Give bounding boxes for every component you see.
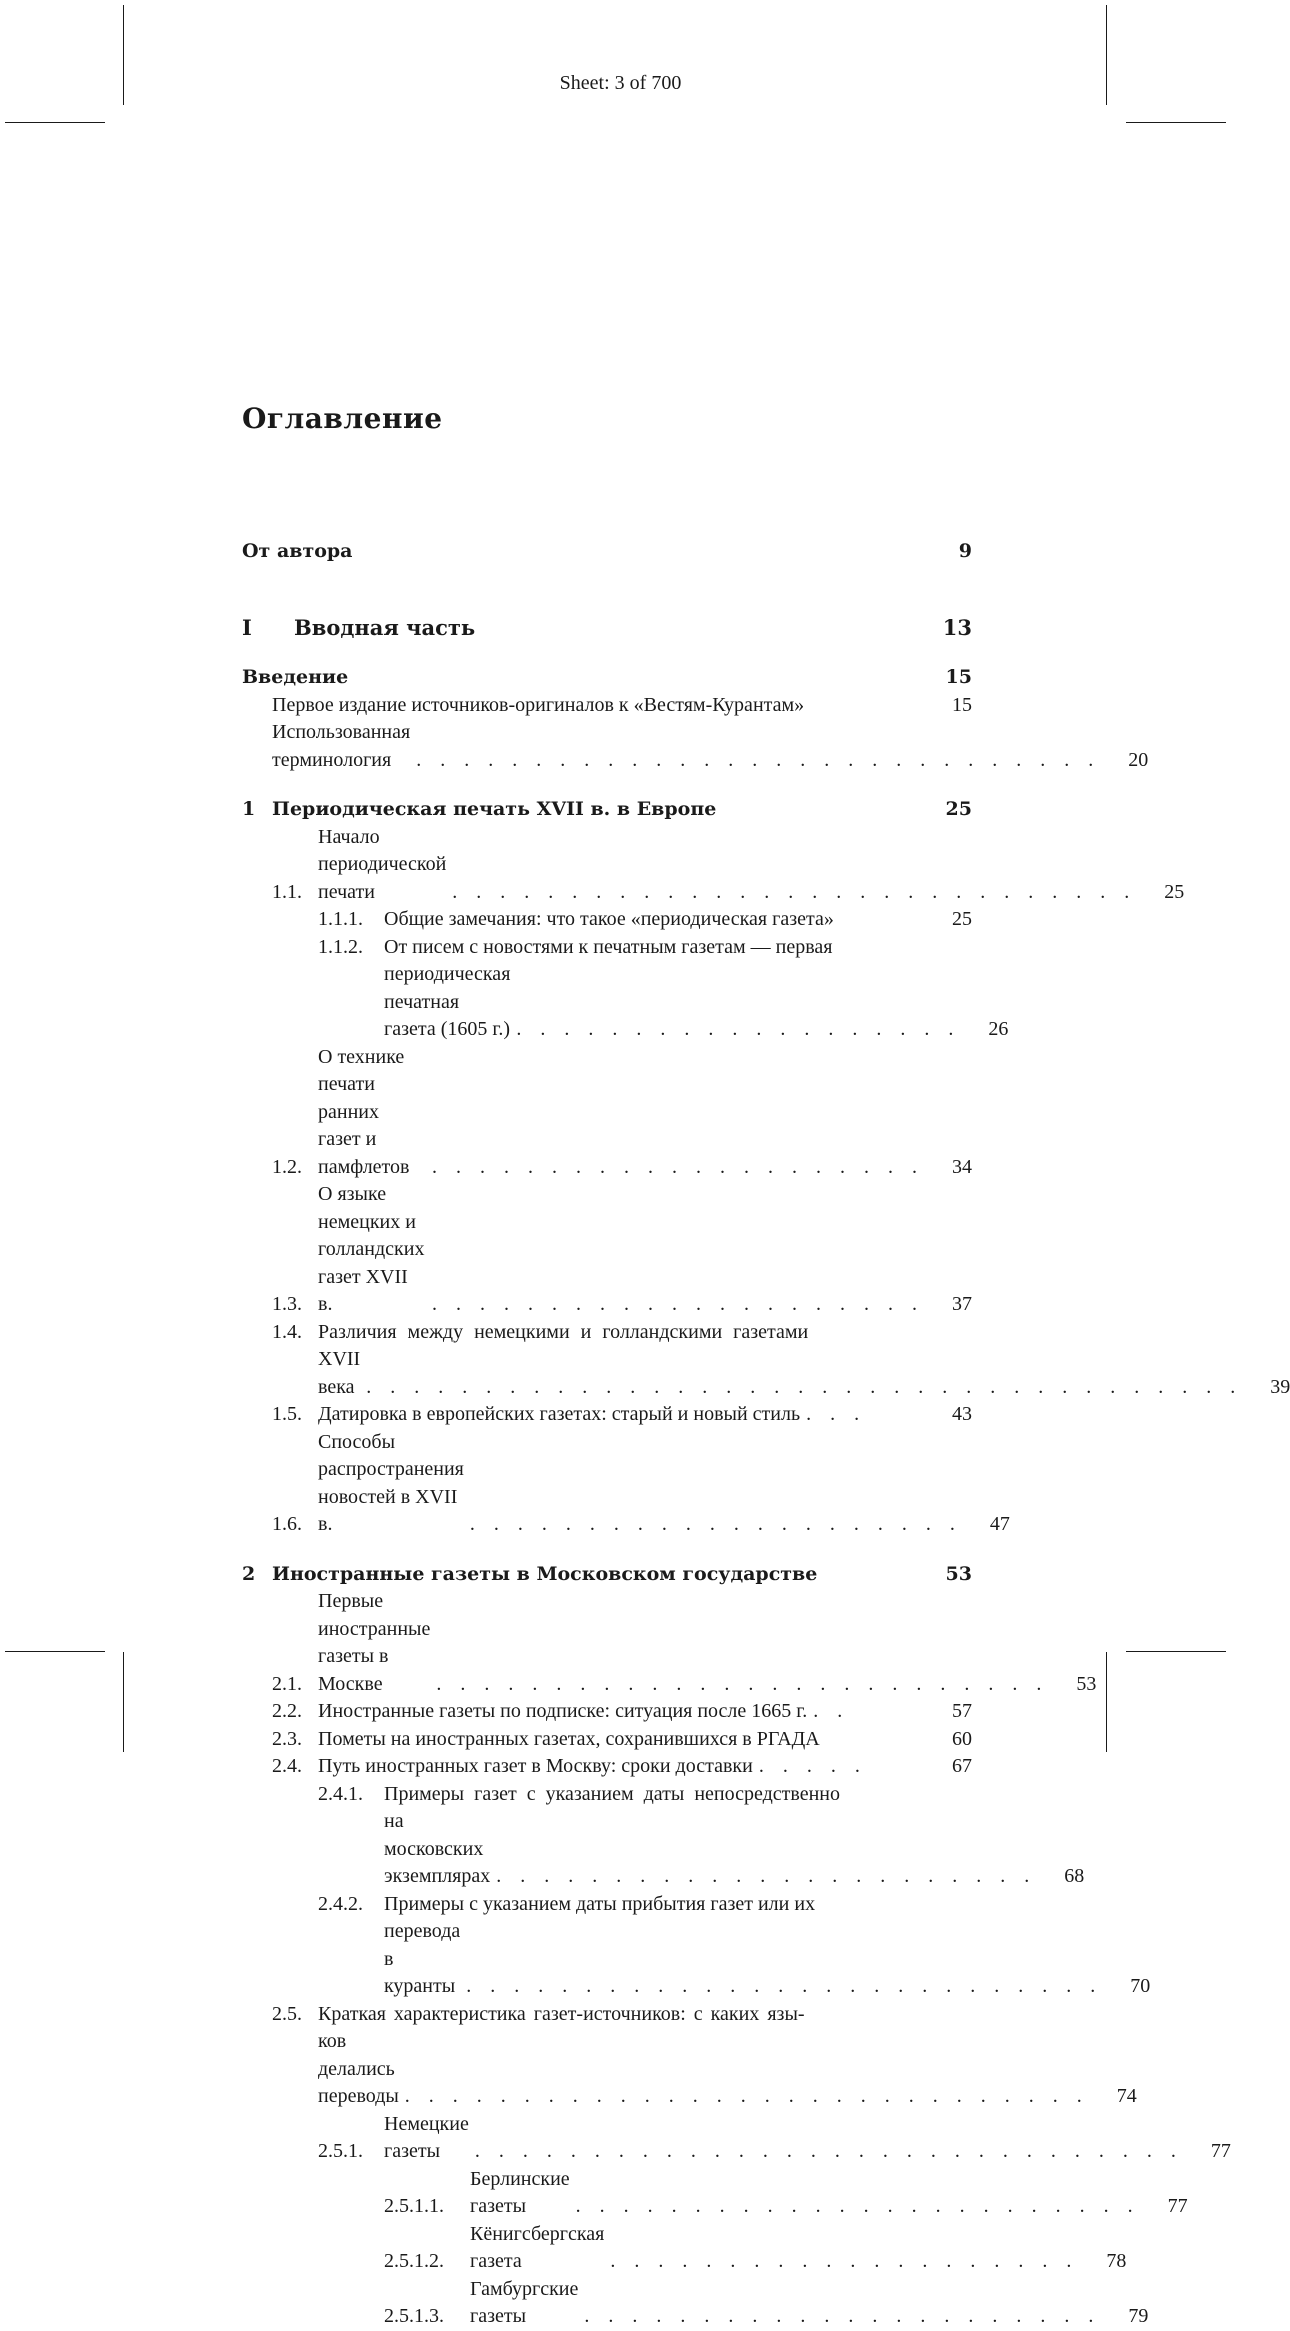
toc-entry-text: От писем с новостями к печатным газетам — первая [384,935,833,958]
toc-entry-number: 2.5.1.2. [384,2250,444,2272]
toc-entry-2-4-1[interactable]: 2.4.1. Примеры газет с указанием даты непосредственно на московских экземплярах . . . . . . . . . . . . . . . . . . . . . . . 68 [242,1781,972,1891]
toc-entry-page: 67 [952,1755,972,1777]
toc-entry-page: 15 [945,666,972,688]
toc-entry-text: Пометы на иностранных газетах, сохранившихся в РГАДА [318,1727,820,1750]
toc-entry-number: 1.4. [272,1320,302,1343]
crop-mark [5,1651,105,1652]
table-of-contents [242,538,1290,2331]
toc-entry-page: 47 [989,1513,1010,1535]
crop-mark [5,122,105,123]
toc-entry-page: 53 [1076,1672,1097,1695]
toc-entry-page: 37 [952,1293,972,1315]
toc-entry-intro-1[interactable] [242,692,972,720]
toc-entry-text: Начало периодической печати [318,825,447,903]
toc-entry-page: 79 [1128,2305,1149,2327]
toc-entry-text: Краткая характеристика газет-источников: с каких язы- [318,2002,805,2025]
toc-entry-number: 2.4.1. [318,1782,363,1805]
sheet-label: Sheet: 3 of 700 [559,72,682,94]
toc-entry-1-3[interactable]: 1.3. О языке немецких и голландских газет XVII в. . . . . . . . . . . . . . . . . . . . . . 37 [242,1181,972,1319]
toc-entry-text: Датировка в европейских газетах: старый и новый стиль [318,1403,801,1425]
toc-entry-number: 2.3. [272,1727,302,1750]
toc-entry-page: 77 [1210,2140,1231,2162]
toc-entry-2-1[interactable]: 2.1. Первые иностранные газеты в Москве . . . . . . . . . . . . . . . . . . . . . . . . . . 53 [242,1588,972,1698]
toc-entry-from-author[interactable] [242,538,972,566]
toc-entry-text: Гамбургские газеты [470,2277,579,2327]
toc-entry-text: Путь иностранных газет в Москву: сроки доставки [318,1755,753,1777]
toc-entry-2-5-1-1[interactable]: 2.5.1.1. Берлинские газеты . . . . . . . . . . . . . . . . . . . . . . . . 77 [242,2166,972,2221]
toc-entry-text: О языке немецких и голландских газет XVII в. [318,1183,425,1315]
toc-entry-text: Вводная часть [294,614,476,640]
toc-entry-number: 2 [242,1562,256,1585]
toc-entry-number: 1.1.1. [318,908,363,930]
toc-entry-chapter-2[interactable] [242,1561,972,1589]
toc-entry-1-2[interactable]: 1.2. О технике печати ранних газет и памфлетов . . . . . . . . . . . . . . . . . . . . . 34 [242,1044,972,1182]
toc-entry-1-1-1[interactable] [242,906,972,934]
toc-entry-2-4[interactable]: 2.4. Путь иностранных газет в Москву: сроки доставки . . . . . 67 [242,1753,972,1781]
toc-entry-text: XVII века [318,1348,361,1398]
toc-entry-text: Введение [242,666,349,688]
toc-entry-number: 2.4.2. [318,1892,363,1915]
toc-entry-text: на московских экземплярах [384,1810,491,1887]
toc-entry-number: 2.5.1. [318,2140,363,2162]
toc-entry-2-3[interactable] [242,1726,972,1754]
toc-entry-text: Немецкие газеты [384,2112,469,2162]
toc-entry-number: 1.6. [272,1513,302,1535]
toc-entry-number: 1.2. [272,1155,302,1178]
toc-entry-page: 70 [1130,1975,1151,1997]
toc-entry-intro[interactable] [242,664,972,692]
toc-entry-text: Примеры с указанием даты прибытия газет или их [384,1892,816,1915]
toc-entry-1-1[interactable]: 1.1. Начало периодической печати . . . . . . . . . . . . . . . . . . . . . . . . . . . . . 25 [242,824,972,907]
toc-entry-number: 1.3. [272,1293,302,1315]
toc-entry-number: I [242,614,252,640]
toc-entry-page: 34 [952,1155,972,1178]
toc-entry-page: 78 [1106,2250,1127,2272]
toc-entry-page: 53 [945,1562,972,1585]
toc-entry-text: Первые иностранные газеты в Москве [318,1590,431,1695]
toc-entry-2-5-1-3[interactable]: 2.5.1.3. Гамбургские газеты . . . . . . . . . . . . . . . . . . . . . . 79 [242,2276,972,2331]
crop-mark [1126,1651,1226,1652]
toc-entry-chapter-1[interactable] [242,796,972,824]
toc-entry-text: Периодическая печать XVII в. в Европе [272,798,717,820]
toc-entry-page: 74 [1116,2085,1137,2107]
crop-mark [123,1652,124,1752]
toc-entry-page: 77 [1167,2195,1188,2217]
toc-entry-number: 2.5. [272,2002,302,2025]
toc-entry-text: Способы распространения новостей в XVII в. [318,1430,464,1535]
toc-entry-number: 2.2. [272,1700,302,1722]
toc-entry-page: 43 [952,1403,972,1425]
toc-entry-2-5-1[interactable]: 2.5.1. Немецкие газеты . . . . . . . . . . . . . . . . . . . . . . . . . . . . . . 77 [242,2111,972,2166]
toc-entry-text: Различия между немецкими и голландскими газетами [318,1320,809,1343]
toc-entry-1-4[interactable]: 1.4. Различия между немецкими и голландскими газетами XVII века . . . . . . . . . . . . . . . . . . . . . . . . . . . . . . . . . . . . . 39 [242,1319,972,1402]
toc-entry-intro-2[interactable]: Использованная терминология . . . . . . . . . . . . . . . . . . . . . . . . . . . . . 20 [242,719,972,774]
toc-entry-number: 1 [242,798,256,820]
toc-entry-page: 20 [1128,748,1149,771]
toc-entry-text: Использованная терминология [272,721,411,771]
toc-entry-text: Кёнигсбергская газета [470,2222,605,2272]
toc-entry-number: 1.1. [272,880,302,903]
crop-mark [1126,122,1226,123]
toc-entry-1-5[interactable]: 1.5. Датировка в европейских газетах: старый и новый стиль . . . 43 [242,1401,972,1429]
toc-entry-page: 25 [1164,880,1185,903]
toc-entry-text: Берлинские газеты [470,2167,570,2217]
toc-entry-page: 25 [952,908,972,930]
toc-entry-page: 26 [988,1018,1009,1040]
toc-entry-2-2[interactable]: 2.2. Иностранные газеты по подписке: ситуация после 1665 г. . . 57 [242,1698,972,1726]
toc-entry-page: 57 [952,1700,972,1722]
toc-entry-page: 25 [945,798,972,820]
toc-entry-text: Иностранные газеты по подписке: ситуация после 1665 г. [318,1700,808,1722]
toc-entry-1-1-2[interactable]: 1.1.2. От писем с новостями к печатным газетам — первая периодическая печатная газета (1605 г.) . . . . . . . . . . . . . . . . . . . 26 [242,934,972,1044]
toc-entry-page: 39 [1270,1375,1290,1398]
toc-entry-text: От автора [242,540,353,562]
toc-entry-number: 1.5. [272,1403,302,1425]
toc-entry-2-5-1-2[interactable]: 2.5.1.2. Кёнигсбергская газета . . . . . . . . . . . . . . . . . . . . 78 [242,2221,972,2276]
toc-entry-page: 15 [952,693,972,716]
toc-entry-text: Примеры газет с указанием даты непосредственно [384,1782,840,1805]
crop-mark [1106,1652,1107,1752]
toc-entry-page: 13 [942,614,972,640]
toc-entry-1-6[interactable]: 1.6. Способы распространения новостей в XVII в. . . . . . . . . . . . . . . . . . . . . . 47 [242,1429,972,1539]
toc-entry-2-4-2[interactable]: 2.4.2. Примеры с указанием даты прибытия газет или их перевода в куранты . . . . . . . . . . . . . . . . . . . . . . . . . . . 70 [242,1891,972,2001]
toc-entry-text: Иностранные газеты в Московском государстве [272,1562,818,1585]
toc-entry-text: Общие замечания: что такое «периодическая газета» [384,908,834,930]
page-title: Оглавление [242,402,443,435]
toc-entry-text: перевода в куранты [384,1920,461,1997]
toc-entry-text: периодическая печатная газета (1605 г.) [384,963,511,1040]
toc-entry-page: 60 [952,1727,972,1750]
toc-entry-number: 2.5.1.1. [384,2195,444,2217]
toc-entry-page: 68 [1064,1865,1085,1887]
toc-entry-number: 2.5.1.3. [384,2305,444,2327]
toc-entry-text: Первое издание источников-оригиналов к «Вестям-Курантам» [272,693,805,716]
toc-entry-part-1[interactable] [242,614,972,642]
toc-entry-2-5[interactable]: 2.5. Краткая характеристика газет-источников: с каких язы- ков делались переводы . . . . . . . . . . . . . . . . . . . . . . . . . . . . . 74 [242,2001,972,2111]
toc-entry-number: 2.1. [272,1672,302,1695]
toc-entry-text: ков делались переводы [318,2030,399,2107]
toc-entry-number: 1.1.2. [318,935,363,958]
toc-entry-number: 2.4. [272,1755,302,1777]
toc-entry-page: 9 [958,540,972,562]
toc-entry-text: О технике печати ранних газет и памфлетов [318,1045,410,1178]
